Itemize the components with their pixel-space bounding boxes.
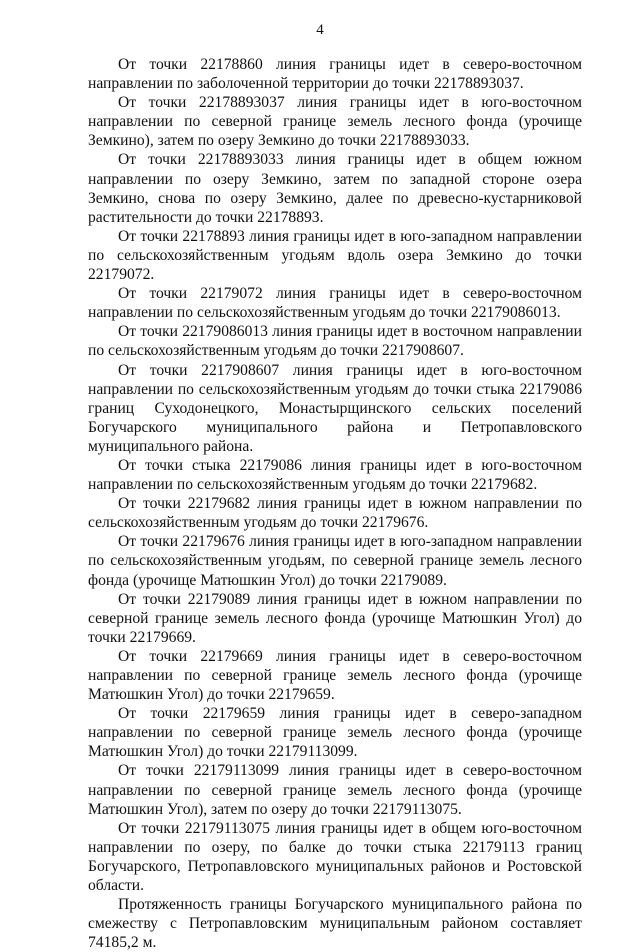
paragraph: От точки стыка 22179086 линия границы идет в юго-восточном направлении по сельскохозяйственным угодьям до точки 22179682. — [88, 456, 582, 494]
document-body — [88, 55, 582, 952]
paragraph: От точки 22179669 линия границы идет в северо-восточном направлении по северной границе земель лесного фонда (урочище Матюшкин Угол) до точки 22179659. — [88, 647, 582, 704]
paragraph: От точки 22179089 линия границы идет в южном направлении по северной границе земель лесного фонда (урочище Матюшкин Угол) до точки 22179669. — [88, 590, 582, 646]
paragraph: От точки 22179086013 линия границы идет в восточном направлении по сельскохозяйственным угодьям до точки 2217908607. — [88, 323, 582, 360]
paragraph: От точки 2217908607 линия границы идет в юго-восточном направлении по сельскохозяйственным угодьям до точки стыка 22179086 границ Суходонецкого, Монастырщинского сельских поселений Богучарского муниципального района и Петропавловского муниципального района. — [88, 361, 582, 455]
paragraph: От точки 22178860 линия границы идет в северо-восточном направлении по заболоченной территории до точки 22178893037. — [88, 56, 582, 93]
paragraph: От точки 22179113099 линия границы идет в северо-восточном направлении по северной границе земель лесного фонда (урочище Матюшкин Угол), затем по озеру до точки 22179113075. — [88, 762, 582, 818]
page-number: 4 — [316, 22, 324, 38]
paragraph: От точки 22178893 линия границы идет в юго-западном направлении по сельскохозяйственным угодьям вдоль озера Земкино до точки 22179072. — [88, 227, 582, 284]
paragraph: От точки 22179659 линия границы идет в северо-западном направлении по северной границе земель лесного фонда (урочище Матюшкин Угол) до точки 22179113099. — [88, 705, 582, 761]
paragraph: От точки 22178893033 линия границы идет в общем южном направлении по озеру Земкино, затем по западной стороне озера Земкино, снова по озеру Земкино, далее по древесно-кустарниковой растительности до точки 22178893. — [88, 151, 582, 226]
paragraph: От точки 22179676 линия границы идет в юго-западном направлении по сельскохозяйственным угодьям, по северной границе земель лесного фонда (урочище Матюшкин Угол) до точки 22179089. — [88, 533, 582, 589]
paragraph: От точки 22178893037 линия границы идет в юго-восточном направлении по северной границе земель лесного фонда (урочище Земкино), затем по озеру Земкино до точки 22178893033. — [88, 94, 582, 150]
paragraph: Протяженность границы Богучарского муниципального района по смежеству с Петропавловским муниципальным районом составляет 74185,2 м. — [88, 896, 582, 952]
paragraph: От точки 22179682 линия границы идет в южном направлении по сельскохозяйственным угодьям до точки 22179676. — [88, 495, 582, 532]
paragraph: От точки 22179072 линия границы идет в северо-восточном направлении по сельскохозяйственным угодьям до точки 22179086013. — [88, 285, 582, 322]
paragraph: От точки 22179113075 линия границы идет в общем юго-восточном направлении по озеру, по балке до точки стыка 22179113 границ Богучарского, Петропавловского муниципальных районов и Ростовской области. — [88, 819, 582, 895]
